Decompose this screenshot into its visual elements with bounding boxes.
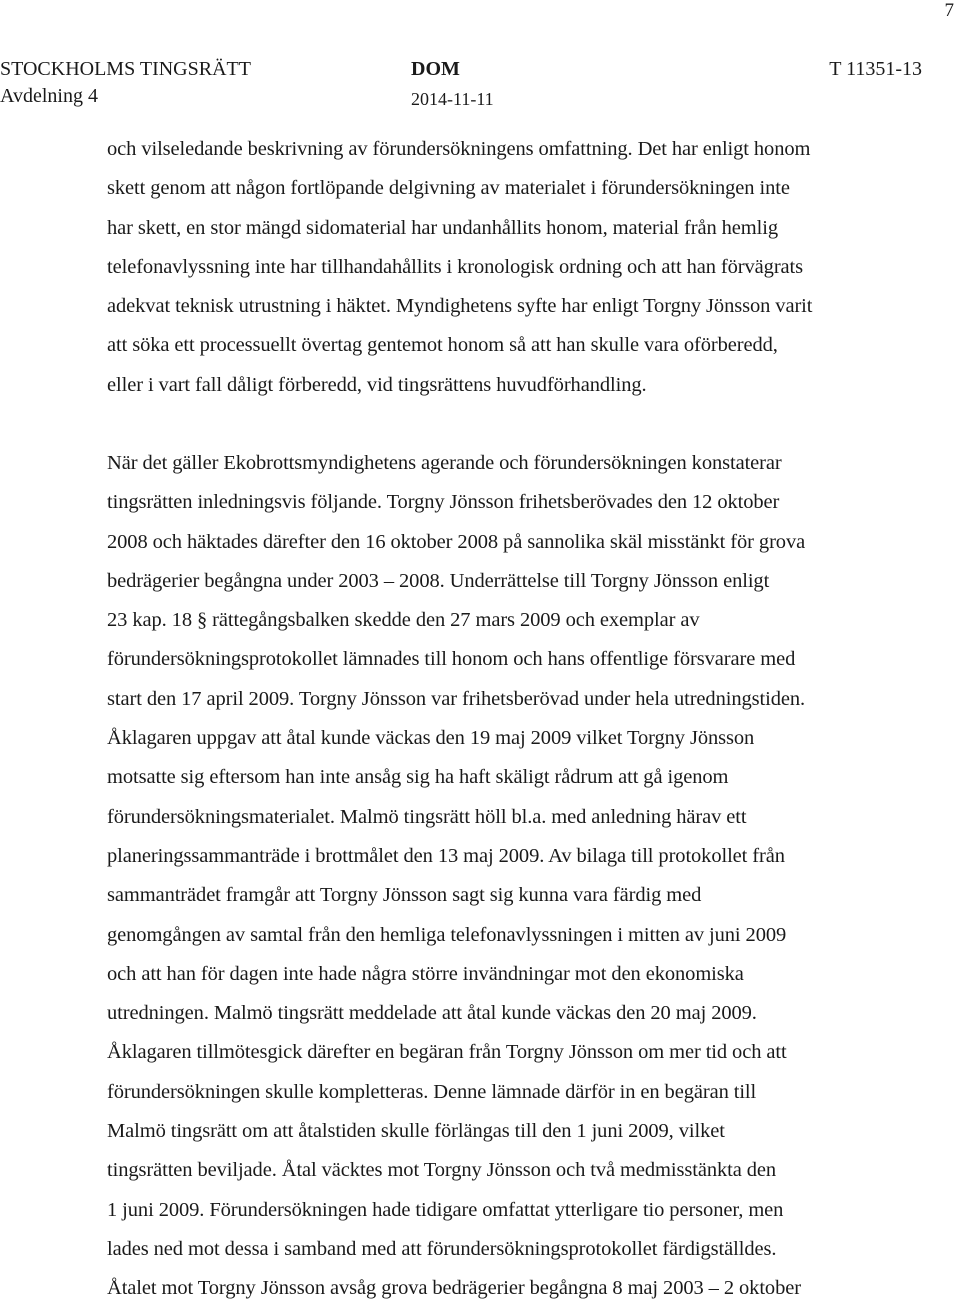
text-line: förundersökningen skulle kompletteras. Denne lämnade därför in en begäran till <box>107 1080 757 1103</box>
text-line: motsatte sig eftersom han inte ansåg sig ha haft skäligt rådrum att gå igenom <box>107 766 729 789</box>
text-line: lades ned mot dessa i samband med att förundersökningsprotokollet färdigställdes. <box>107 1237 777 1260</box>
text-line: När det gäller Ekobrottsmyndighetens agerande och förundersökningen konstaterar <box>107 452 782 474</box>
text-line: genomgången av samtal från den hemliga telefonavlyssningen i mitten av juni 2009 <box>107 923 787 946</box>
text-line: förundersökningsmaterialet. Malmö tingsrätt höll bl.a. med anledning härav ett <box>107 805 747 828</box>
text-line: bedrägerier begångna under 2003 – 2008. Underrättelse till Torgny Jönsson enligt <box>107 569 770 592</box>
text-line: tingsrätten beviljade. Åtal väcktes mot Torgny Jönsson och två medmisstänkta den <box>107 1159 777 1182</box>
text-line: planeringssammanträde i brottmålet den 13 maj 2009. Av bilaga till protokollet från <box>107 844 785 867</box>
text-line: och att han för dagen inte hade några större invändningar mot den ekonomiska <box>107 962 744 985</box>
page-number: 7 <box>944 0 954 21</box>
text-line: Åklagaren tillmötesgick därefter en begäran från Torgny Jönsson om mer tid och att <box>107 1041 787 1064</box>
court-name: STOCKHOLMS TINGSRÄTT <box>0 58 251 80</box>
body-paragraph <box>107 444 897 1309</box>
text-line: adekvat teknisk utrustning i häktet. Myndighetens syfte har enligt Torgny Jönsson varit <box>107 295 813 318</box>
case-number: T 11351-13 <box>829 58 922 80</box>
document-header <box>0 56 960 116</box>
text-line: Malmö tingsrätt om att åtalstiden skulle förlängas till den 1 juni 2009, vilket <box>107 1120 725 1143</box>
text-line: att söka ett processuellt övertag gentemot honom så att han skulle vara oförberedd, <box>107 334 778 357</box>
court-division: Avdelning 4 <box>0 85 98 107</box>
text-line: har skett, en stor mängd sidomaterial har undanhållits honom, material från hemlig <box>107 216 778 239</box>
text-line: 23 kap. 18 § rättegångsbalken skedde den 27 mars 2009 och exemplar av <box>107 609 700 632</box>
text-line: skett genom att någon fortlöpande delgivning av materialet i förundersökningen inte <box>107 177 790 200</box>
document-date: 2014-11-11 <box>411 89 494 109</box>
body-paragraph <box>107 130 897 405</box>
text-line: utredningen. Malmö tingsrätt meddelade att åtal kunde väckas den 20 maj 2009. <box>107 1002 757 1025</box>
text-line: eller i vart fall dåligt förberedd, vid tingsrättens huvudförhandling. <box>107 373 647 396</box>
document-type: DOM <box>411 58 460 80</box>
text-line: 1 juni 2009. Förundersökningen hade tidigare omfattat ytterligare tio personer, men <box>107 1198 784 1221</box>
text-line: 2008 och häktades därefter den 16 oktober 2008 på sannolika skäl misstänkt för grova <box>107 530 806 553</box>
text-line: och vilseledande beskrivning av förundersökningens omfattning. Det har enligt honom <box>107 138 811 160</box>
text-line: Åtalet mot Torgny Jönsson avsåg grova bedrägerier begångna 8 maj 2003 – 2 oktober <box>107 1277 801 1300</box>
text-line: telefonavlyssning inte har tillhandahållits i kronologisk ordning och att han förvägrats <box>107 255 804 278</box>
text-line: start den 17 april 2009. Torgny Jönsson var frihetsberövad under hela utredningstiden. <box>107 687 806 710</box>
text-line: sammanträdet framgår att Torgny Jönsson sagt sig kunna vara färdig med <box>107 884 702 907</box>
text-line: Åklagaren uppgav att åtal kunde väckas den 19 maj 2009 vilket Torgny Jönsson <box>107 727 755 750</box>
text-line: tingsrätten inledningsvis följande. Torgny Jönsson frihetsberövades den 12 oktober <box>107 491 780 514</box>
text-line: förundersökningsprotokollet lämnades till honom och hans offentlige försvarare med <box>107 648 796 671</box>
